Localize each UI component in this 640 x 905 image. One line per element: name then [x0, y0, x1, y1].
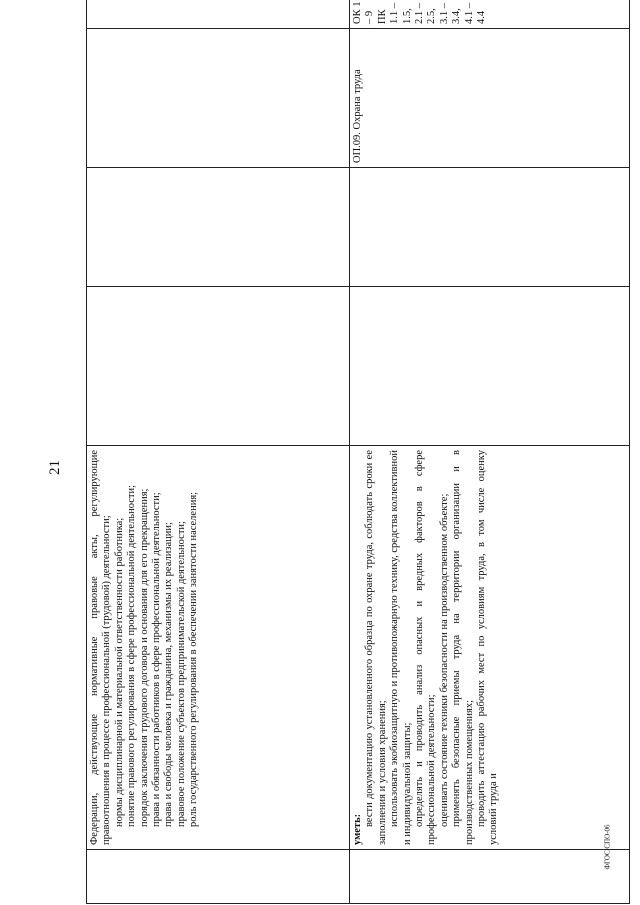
knowledge-item: Федерации, действующие нормативные правовые акты, регулирующие правоотношения в процессе профессиональной (трудовой) деятельности; [89, 450, 113, 845]
competency-code: ПК 1.1 – 1.5, [376, 3, 413, 24]
knowledge-item: правовое положение субъектов предпринимательской деятельности; [175, 521, 187, 827]
table-cell-codes [87, 0, 350, 29]
knowledge-item: роль государственного регулирования в обеспечении занятости населения; [188, 491, 200, 827]
table-row [350, 0, 630, 904]
skill-item: определять и проводить анализ опасных и вредных факторов в сфере профессиональной деятельности; [414, 450, 438, 845]
skill-item: оценивать состояние техники безопасности на производственном объекте; [438, 493, 450, 827]
skill-item: вести документацию установленного образца по охране труда, соблюдать сроки ее заполнения и условия хранения; [364, 450, 388, 845]
knowledge-item: права и обязанности работников в сфере профессиональной деятельности; [151, 492, 163, 827]
competency-code: 2.1 – 2.5, [414, 3, 438, 24]
table-row [87, 0, 350, 904]
skills-label: уметь: [352, 813, 363, 845]
competency-code: 4.1 – 4.4 [463, 3, 488, 24]
knowledge-item: порядок заключения трудового договора и основания для его прекращения; [138, 488, 150, 827]
knowledge-item: права и свободы человека и гражданина, механизмы их реализации; [163, 522, 175, 827]
competency-codes-cell [350, 0, 630, 29]
skill-item: применять безопасные приемы труда на территории организации и в производственных помещениях; [451, 450, 475, 845]
table-cell-index [350, 850, 630, 904]
page-number: 21 [46, 459, 63, 475]
table-cell-credits [350, 168, 630, 287]
competency-code: 3.1 – 3.4, [438, 3, 463, 24]
page-footer: ФГОС СПО-06 [604, 824, 613, 870]
discipline-name: ОП.09. Охрана труда [352, 69, 363, 163]
skill-item: проводить аттестацию рабочих мест по условиям труда, в том числе оценку условий труда и [476, 450, 500, 845]
knowledge-item: нормы дисциплинарной и материальной ответственности работника; [113, 517, 125, 827]
skills-cell [350, 446, 630, 850]
table-cell-credits [87, 168, 350, 287]
discipline-cell [350, 29, 630, 168]
skill-item: использовать экобиозащитную и противопожарную технику, средства коллективной и индивидуальной защиты; [389, 450, 413, 845]
table-cell-discipline [87, 29, 350, 168]
knowledge-cell [87, 446, 350, 850]
curriculum-table [86, 0, 630, 904]
table-cell-hours [350, 287, 630, 446]
competency-code: ОК 1 – 9 [352, 1, 376, 24]
curriculum-table-frame [86, 1, 621, 904]
table-cell-hours [87, 287, 350, 446]
table-cell-index [87, 850, 350, 904]
knowledge-item: понятие правового регулирования в сфере профессиональной деятельности; [126, 484, 138, 827]
